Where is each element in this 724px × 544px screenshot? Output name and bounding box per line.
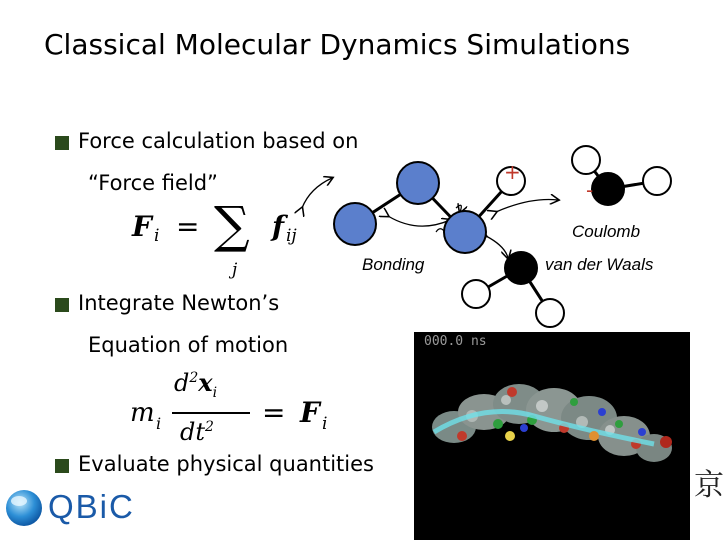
van-der-waals-label: van der Waals [545, 255, 654, 274]
atom-blue [397, 162, 439, 204]
atom-white [536, 299, 564, 327]
simulation-time-readout: 000.0 ns [424, 334, 487, 349]
double-arrow [496, 200, 558, 213]
bullet-3-line1: Evaluate physical quantities [78, 452, 374, 476]
coulomb-label: Coulomb [572, 222, 641, 241]
positive-charge-sign: + [504, 160, 521, 184]
atom-white [643, 167, 671, 195]
newton-equation: m i $d^2x_i$ $dt^2$ = F i [130, 368, 328, 446]
angle-arrow [436, 229, 444, 232]
double-arrow [486, 236, 508, 258]
bullet-1-line1: Force calculation based on [78, 129, 359, 153]
qbic-logo-mark [4, 488, 46, 530]
atom-blue [444, 211, 486, 253]
simulation-snapshot [414, 332, 690, 540]
atom-black [505, 252, 537, 284]
protein-render [414, 332, 690, 540]
atom-black [592, 173, 624, 205]
slide-title: Classical Molecular Dynamics Simulations [44, 28, 631, 61]
qbic-logo-text: QBiC [48, 488, 135, 525]
bonding-label: Bonding [362, 255, 425, 274]
double-arrow [302, 178, 332, 208]
partner-logo-fragment: 京 [694, 468, 724, 503]
atom-blue [334, 203, 376, 245]
force-sum-equation: F i = ∑ j f ij [132, 196, 297, 280]
bullet-2-line1: Integrate Newton’s [78, 291, 280, 315]
negative-charge-sign: - [586, 178, 594, 202]
atom-white [572, 146, 600, 174]
bullet-2-line2: Equation of motion [88, 333, 289, 357]
bullet-1-line2: “Force field” [88, 171, 218, 195]
double-arrow [388, 216, 450, 226]
atom-white [462, 280, 490, 308]
